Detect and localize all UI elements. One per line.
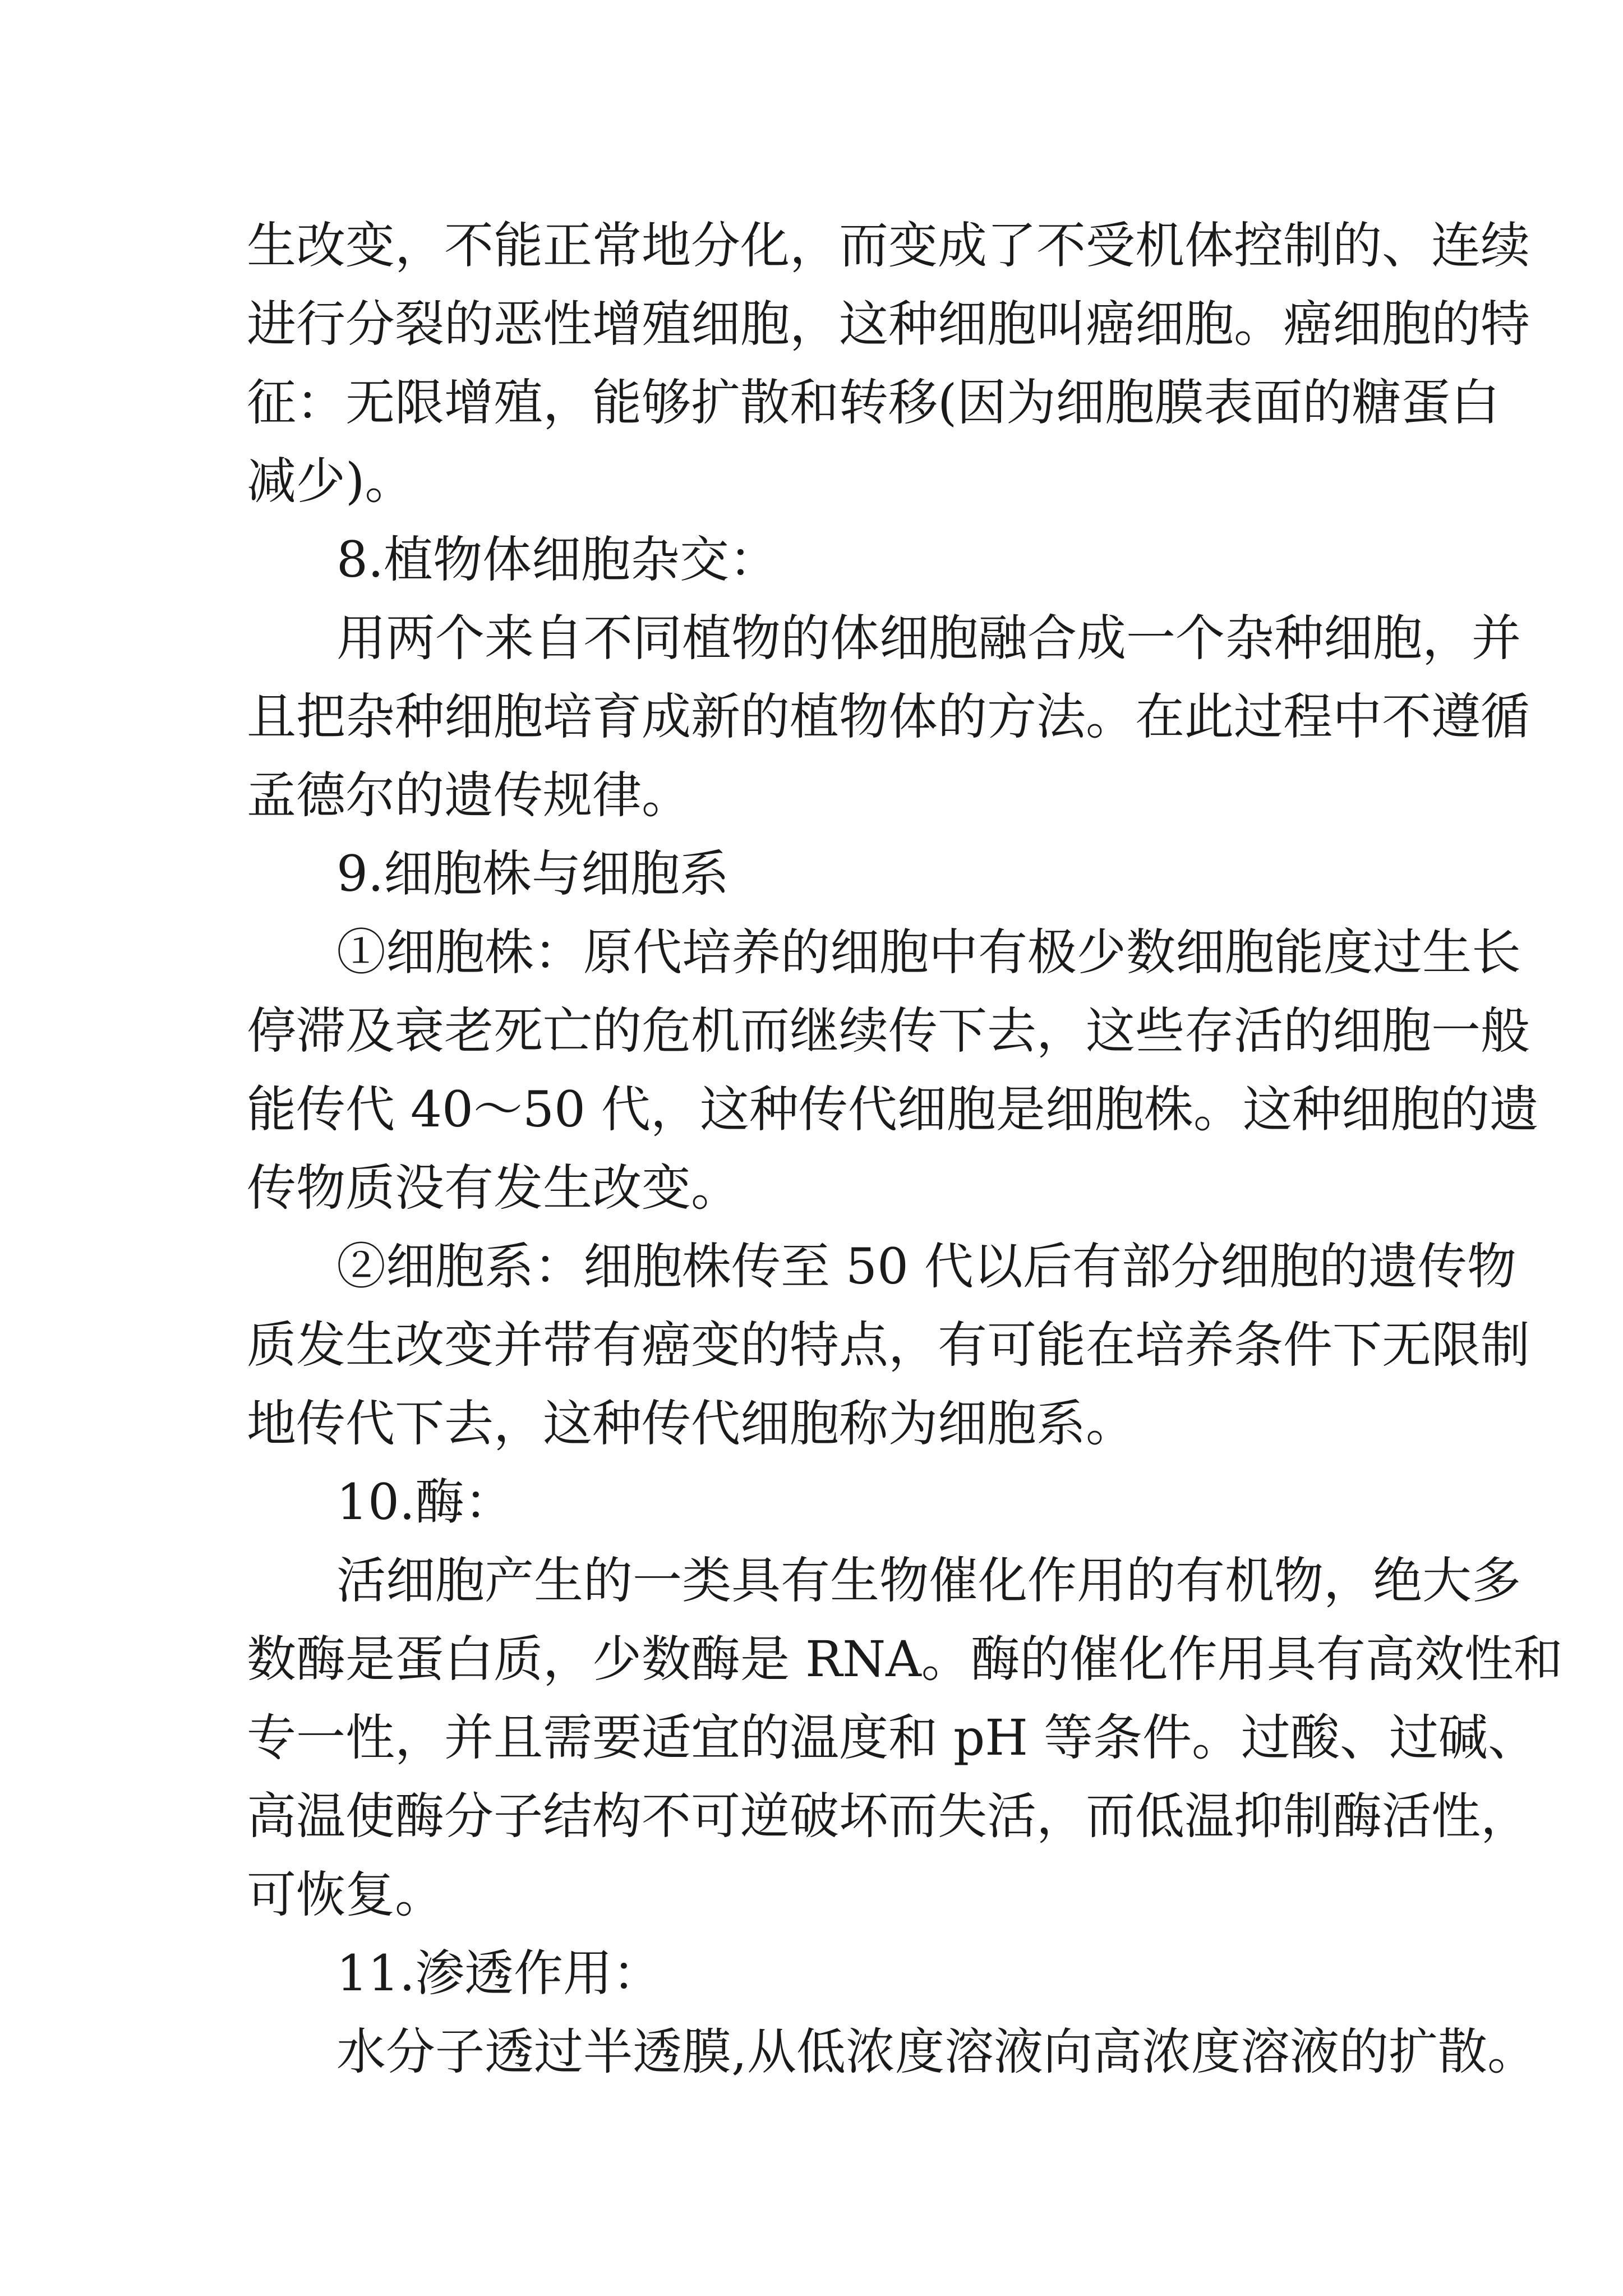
text-line: 进行分裂的恶性增殖细胞，这种细胞叫癌细胞。癌细胞的特: [247, 295, 1530, 353]
text-line: 传物质没有发生改变。: [247, 1159, 741, 1217]
text-line: 活细胞产生的一类具有生物催化作用的有机物，绝大多: [336, 1552, 1521, 1609]
text-line: 且把杂种细胞培育成新的植物体的方法。在此过程中不遵循: [247, 688, 1530, 746]
text-line: 征：无限增殖，能够扩散和转移(因为细胞膜表面的糖蛋白: [247, 374, 1500, 431]
text-line: 专一性，并且需要适宜的温度和 pH 等条件。过酸、过碱、: [247, 1709, 1538, 1766]
text-line: 数酶是蛋白质，少数酶是 RNA。酶的催化作用具有高效性和: [247, 1630, 1563, 1688]
section-heading-11: 11.渗透作用：: [336, 1944, 662, 2002]
section-heading-10: 10.酶：: [336, 1473, 514, 1531]
text-line: 水分子透过半透膜,从低浓度溶液向高浓度溶液的扩散。: [336, 2023, 1537, 2081]
text-line: 用两个来自不同植物的体细胞融合成一个杂种细胞，并: [336, 609, 1521, 667]
text-line: 孟德尔的遗传规律。: [247, 766, 691, 824]
section-heading-8: 8.植物体细胞杂交：: [336, 531, 778, 588]
section-heading-9: 9.细胞株与细胞系: [336, 845, 729, 903]
text-line: 高温使酶分子结构不可逆破坏而失活，而低温抑制酶活性，: [247, 1787, 1530, 1845]
text-line: 可恢复。: [247, 1866, 445, 1924]
document-page: [247, 206, 1563, 2091]
text-line: 减少)。: [247, 452, 414, 510]
text-line: 质发生改变并带有癌变的特点，有可能在培养条件下无限制: [247, 1316, 1530, 1374]
text-line: 能传代 40～50 代，这种传代细胞是细胞株。这种细胞的遗: [247, 1080, 1539, 1138]
text-line: 停滞及衰老死亡的危机而继续传下去，这些存活的细胞一般: [247, 1002, 1530, 1060]
text-line: 生改变，不能正常地分化，而变成了不受机体控制的、连续: [247, 217, 1530, 274]
text-line: ②细胞系：细胞株传至 50 代以后有部分细胞的遗传物: [336, 1237, 1516, 1295]
text-line: ①细胞株：原代培养的细胞中有极少数细胞能度过生长: [336, 923, 1521, 981]
text-line: 地传代下去，这种传代细胞称为细胞系。: [247, 1395, 1136, 1452]
